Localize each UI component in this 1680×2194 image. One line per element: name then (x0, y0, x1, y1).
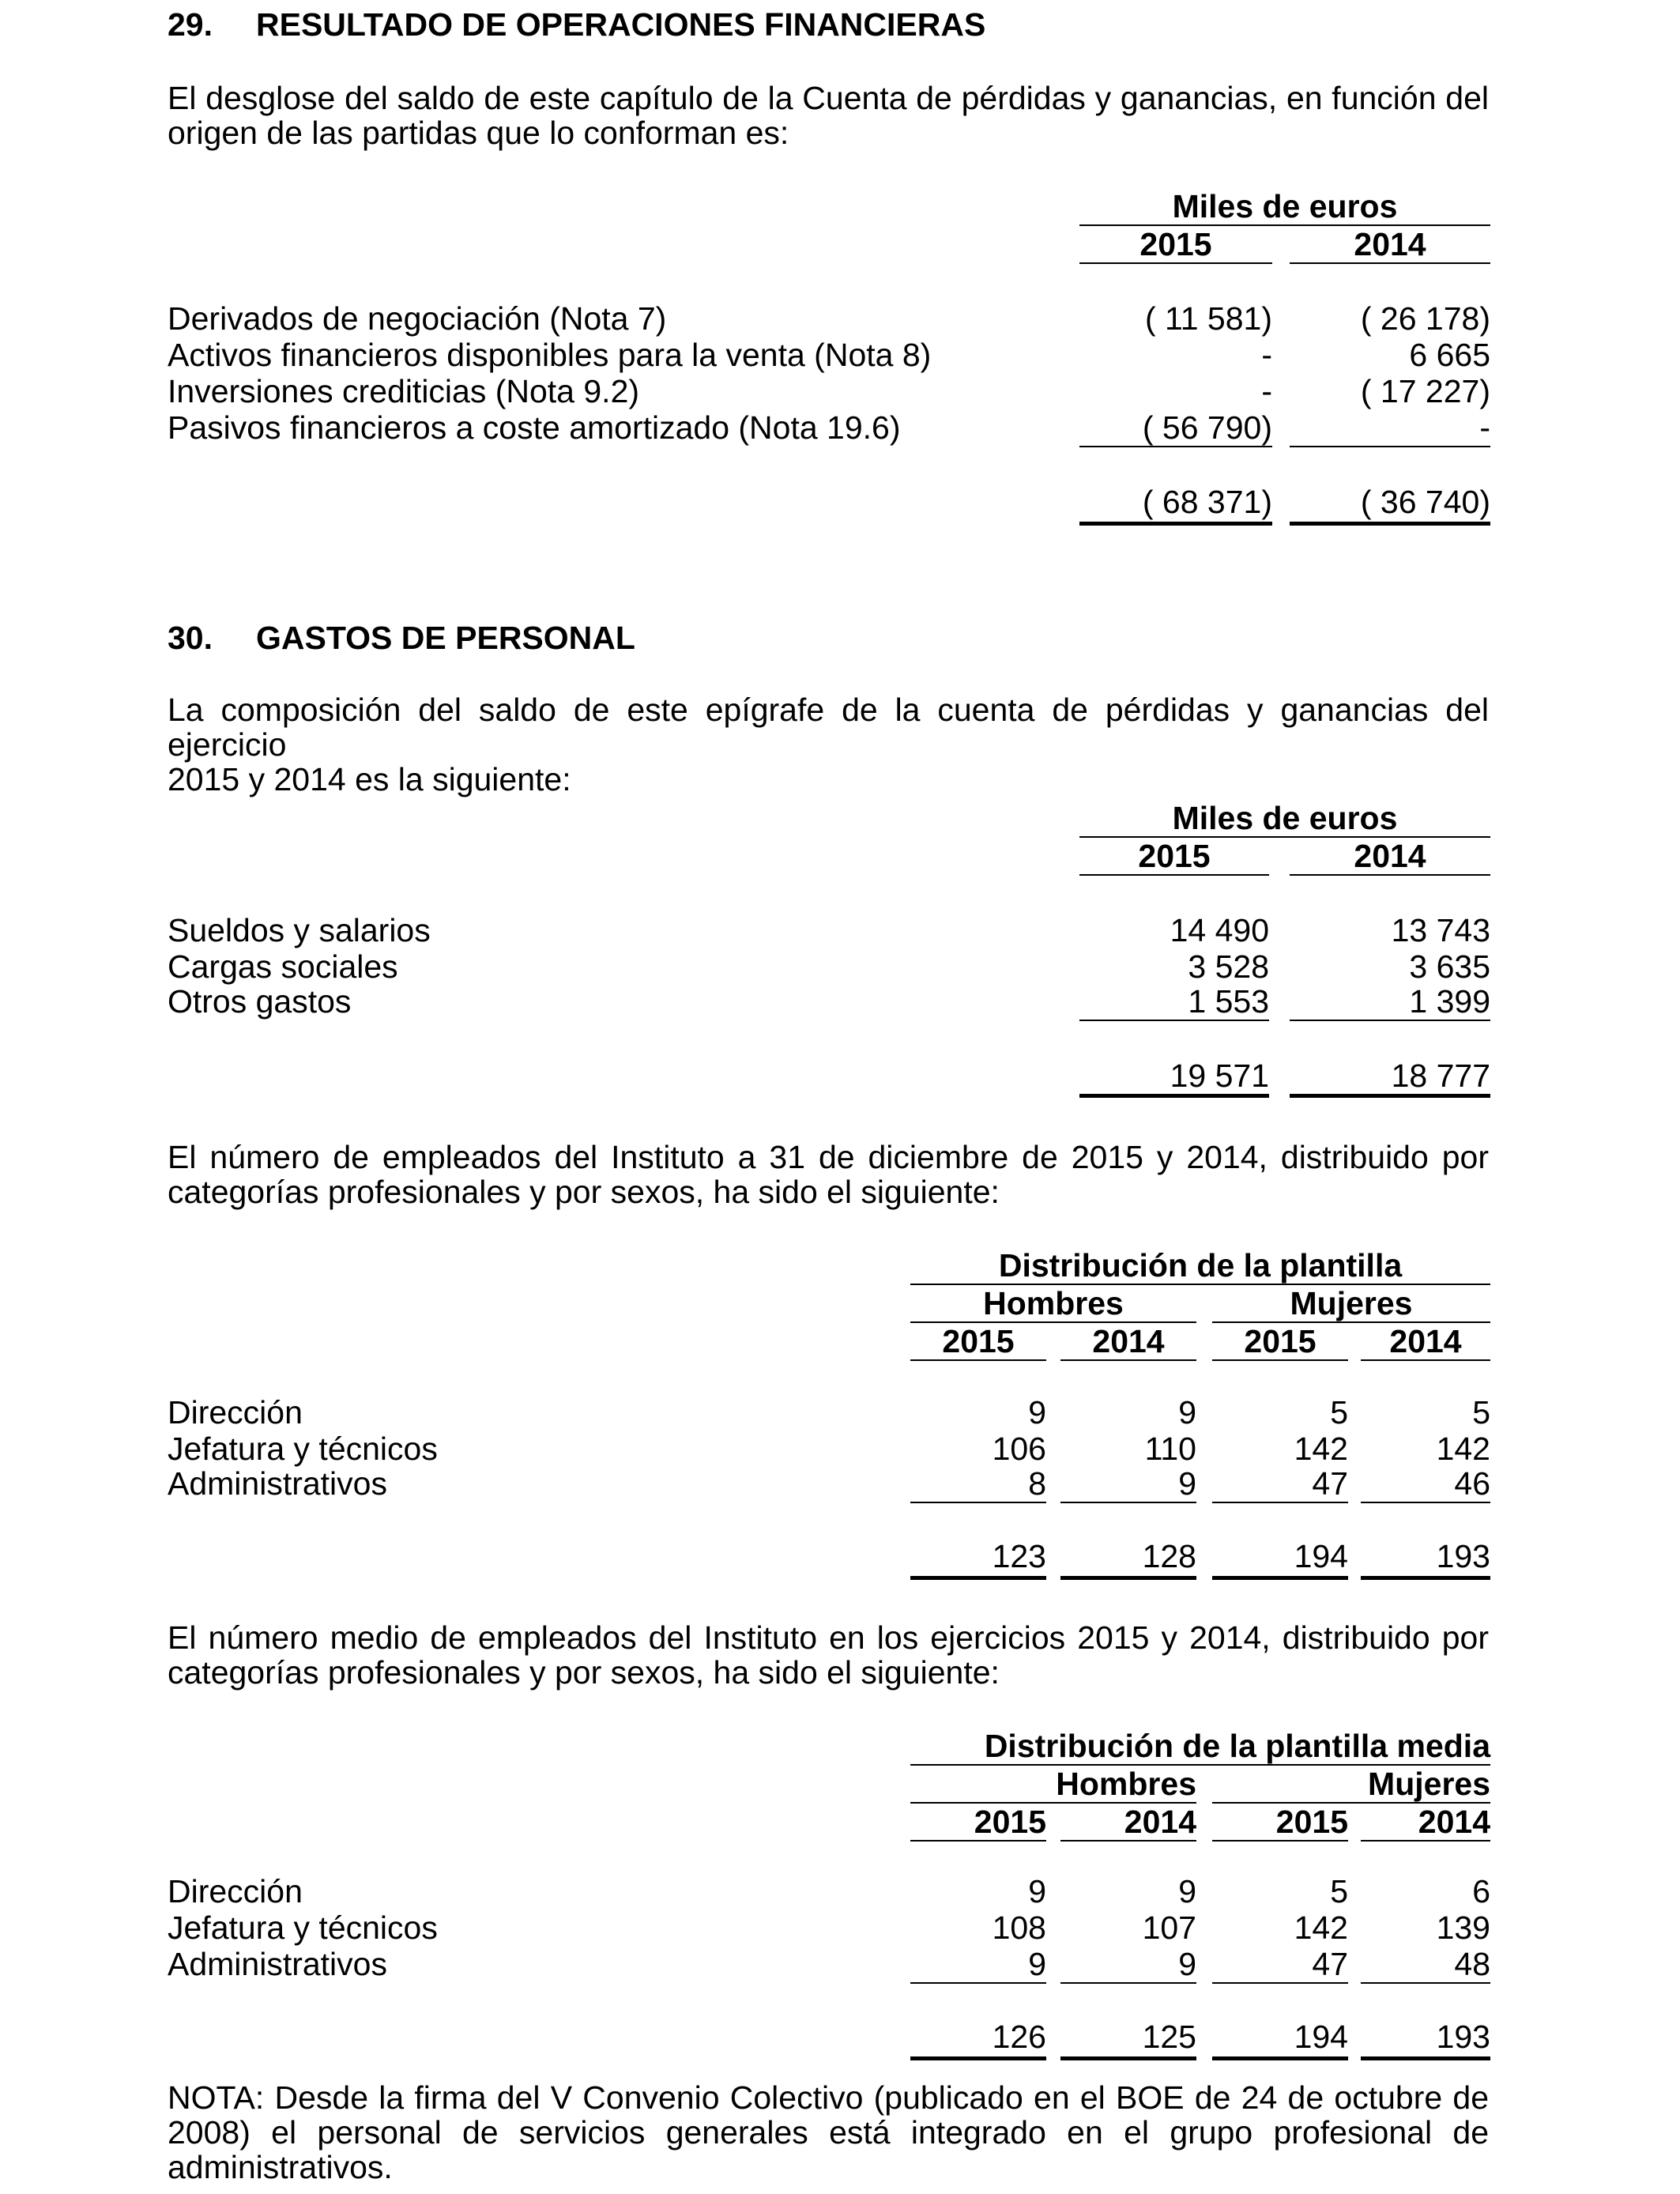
double-underline (1290, 1094, 1490, 1098)
footnote-line: administrativos. (168, 2149, 393, 2185)
divider (1361, 1982, 1490, 1984)
table-row-label: Cargas sociales (168, 948, 398, 985)
table-cell: - (1261, 373, 1272, 409)
table-cell: 3 635 (1409, 948, 1490, 985)
intro-line: origen de las partidas que lo conforman es: (168, 115, 789, 151)
double-underline (1079, 522, 1272, 526)
table-cell: ( 26 178) (1360, 300, 1490, 337)
double-underline (910, 1576, 1046, 1580)
table-total: 18 777 (1391, 1057, 1490, 1094)
employees-intro (168, 1140, 1489, 1209)
table-cell: 142 (1294, 1431, 1348, 1467)
table-cell: - (1261, 337, 1272, 373)
double-underline (910, 2056, 1046, 2060)
double-underline (1361, 1576, 1490, 1580)
divider (1212, 1359, 1348, 1361)
column-header-2015: 2015 (1138, 838, 1211, 874)
table-cell: ( 56 790) (1142, 409, 1272, 446)
footnote-line: NOTA: Desde la firma del V Convenio Colectivo (publicado en el BOE de 24 de octubre de (168, 2079, 1489, 2116)
table-total: ( 36 740) (1360, 484, 1490, 520)
section-30-title: GASTOS DE PERSONAL (256, 620, 635, 656)
double-underline (1079, 1094, 1269, 1098)
divider (1290, 874, 1490, 876)
table-total: 123 (992, 1538, 1046, 1574)
intro-line: El desglose del saldo de este capítulo de la Cuenta de pérdidas y ganancias, en función del (168, 80, 1489, 116)
table-header-miles-euros: Miles de euros (1172, 188, 1398, 224)
column-header-year: 2014 (1389, 1323, 1462, 1359)
table-cell: 9 (1178, 1465, 1196, 1502)
column-header-year: 2014 (1124, 1804, 1196, 1840)
table-total: 128 (1142, 1538, 1196, 1574)
footnote-line: 2008) el personal de servicios generales está integrado en el grupo profesional de (168, 2114, 1489, 2151)
table-row-label: Derivados de negociación (Nota 7) (168, 300, 667, 337)
divider (1361, 1502, 1490, 1503)
double-underline (1361, 2056, 1490, 2060)
table-cell: 46 (1454, 1465, 1490, 1502)
table-total: 126 (992, 2019, 1046, 2055)
divider (910, 1359, 1046, 1361)
table-cell: 139 (1436, 1909, 1490, 1946)
double-underline (1290, 522, 1490, 526)
table-cell: 6 665 (1409, 337, 1490, 373)
divider (910, 1502, 1046, 1503)
table-total: 125 (1142, 2019, 1196, 2055)
table-cell: 1 553 (1188, 983, 1269, 1020)
table-cell: 9 (1178, 1946, 1196, 1982)
intro-line: La composición del saldo de este epígrafe de la cuenta de pérdidas y ganancias del ejercicio (168, 692, 1489, 763)
group-header-men: Hombres (983, 1285, 1124, 1321)
divider (1212, 1502, 1348, 1503)
table-cell: 107 (1142, 1909, 1196, 1946)
table-cell: 108 (992, 1909, 1046, 1946)
footnote (168, 2080, 1489, 2185)
table-cell: - (1479, 409, 1490, 446)
column-header-year: 2014 (1418, 1804, 1490, 1840)
table-cell: 8 (1028, 1465, 1046, 1502)
table-total: ( 68 371) (1142, 484, 1272, 520)
divider (1060, 1502, 1196, 1503)
divider (1361, 1840, 1490, 1842)
section-29-title: RESULTADO DE OPERACIONES FINANCIERAS (256, 6, 986, 43)
table-cell: 9 (1178, 1394, 1196, 1431)
divider (1060, 1359, 1196, 1361)
double-underline (1060, 1576, 1196, 1580)
table-header-distribution-average: Distribución de la plantilla media (984, 1728, 1490, 1764)
column-header-year: 2015 (974, 1804, 1046, 1840)
double-underline (1212, 1576, 1348, 1580)
table-cell: 47 (1312, 1946, 1348, 1982)
table-cell: ( 11 581) (1144, 300, 1272, 337)
divider (1079, 262, 1272, 264)
table-row-label: Dirección (168, 1394, 303, 1431)
average-employees-intro (168, 1620, 1489, 1690)
table-row-label: Jefatura y técnicos (168, 1909, 438, 1946)
table-cell: 9 (1028, 1394, 1046, 1431)
divider (1290, 262, 1490, 264)
table-header-miles-euros: Miles de euros (1172, 800, 1398, 836)
table-total: 193 (1436, 2019, 1490, 2055)
table-total: 194 (1294, 2019, 1348, 2055)
table-cell: 142 (1436, 1431, 1490, 1467)
table-row-label: Inversiones crediticias (Nota 9.2) (168, 373, 640, 409)
column-header-2015: 2015 (1139, 226, 1212, 262)
table-cell: 9 (1178, 1873, 1196, 1909)
table-cell: 106 (992, 1431, 1046, 1467)
divider (1212, 1982, 1348, 1984)
divider (1290, 446, 1490, 447)
table-cell: 9 (1028, 1946, 1046, 1982)
table-cell: 13 743 (1391, 912, 1490, 948)
divider (910, 1840, 1046, 1842)
table-cell: 47 (1312, 1465, 1348, 1502)
table-row-label: Administrativos (168, 1465, 387, 1502)
table-cell: 5 (1472, 1394, 1490, 1431)
table-row-label: Otros gastos (168, 983, 352, 1020)
table-cell: 6 (1472, 1873, 1490, 1909)
divider (910, 1982, 1046, 1984)
table-row-label: Dirección (168, 1873, 303, 1909)
column-header-year: 2014 (1092, 1323, 1165, 1359)
divider (1361, 1359, 1490, 1361)
table-row-label: Administrativos (168, 1946, 387, 1982)
section-29-intro (168, 81, 1489, 150)
column-header-year: 2015 (1275, 1804, 1348, 1840)
table-cell: 14 490 (1170, 912, 1269, 948)
table-cell: 142 (1294, 1909, 1348, 1946)
double-underline (1060, 2056, 1196, 2060)
table-cell: 5 (1330, 1873, 1348, 1909)
double-underline (1212, 2056, 1348, 2060)
table-cell: ( 17 227) (1360, 373, 1490, 409)
table-cell: 110 (1144, 1431, 1196, 1467)
divider (1060, 1840, 1196, 1842)
intro-line: 2015 y 2014 es la siguiente: (168, 761, 571, 797)
table-cell: 3 528 (1188, 948, 1269, 985)
table-total: 19 571 (1170, 1057, 1269, 1094)
group-header-women: Mujeres (1290, 1285, 1413, 1321)
divider (1290, 1020, 1490, 1021)
section-30-intro (168, 692, 1489, 797)
divider (1079, 874, 1269, 876)
intro-line: El número medio de empleados del Instituto en los ejercicios 2015 y 2014, distribuido por (168, 1619, 1489, 1656)
table-row-label: Jefatura y técnicos (168, 1431, 438, 1467)
column-header-2014: 2014 (1354, 838, 1426, 874)
table-cell: 1 399 (1409, 983, 1490, 1020)
divider (1079, 446, 1272, 447)
column-header-2014: 2014 (1354, 226, 1426, 262)
intro-line: El número de empleados del Instituto a 31 de diciembre de 2015 y 2014, distribuido por (168, 1139, 1489, 1175)
table-cell: 9 (1028, 1873, 1046, 1909)
table-row-label: Activos financieros disponibles para la venta (Nota 8) (168, 337, 932, 373)
table-total: 193 (1436, 1538, 1490, 1574)
section-29-number: 29. (168, 6, 213, 43)
divider (1060, 1982, 1196, 1984)
group-header-men: Hombres (1056, 1766, 1196, 1802)
column-header-year: 2015 (1244, 1323, 1317, 1359)
group-header-women: Mujeres (1368, 1766, 1490, 1802)
table-row-label: Pasivos financieros a coste amortizado (Nota 19.6) (168, 409, 901, 446)
divider (1212, 1840, 1348, 1842)
table-header-distribution: Distribución de la plantilla (998, 1247, 1403, 1284)
section-30-number: 30. (168, 620, 213, 656)
divider (1079, 1020, 1269, 1021)
table-row-label: Sueldos y salarios (168, 912, 431, 948)
table-total: 194 (1294, 1538, 1348, 1574)
table-cell: 5 (1330, 1394, 1348, 1431)
intro-line: categorías profesionales y por sexos, ha sido el siguiente: (168, 1654, 1000, 1691)
intro-line: categorías profesionales y por sexos, ha sido el siguiente: (168, 1174, 1000, 1210)
table-cell: 48 (1454, 1946, 1490, 1982)
column-header-year: 2015 (942, 1323, 1015, 1359)
